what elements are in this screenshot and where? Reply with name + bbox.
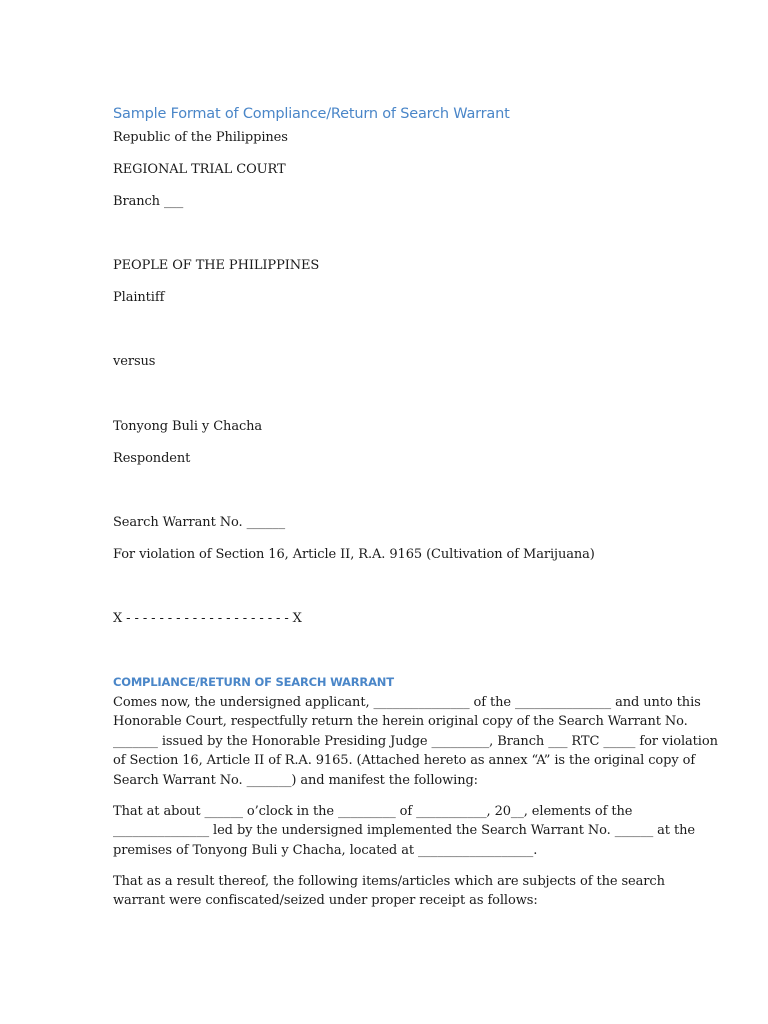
separator-line: X - - - - - - - - - - - - - - - - - - - - X	[113, 611, 302, 626]
respondent-name: Tonyong Buli y Chacha	[113, 419, 263, 434]
republic-line: Republic of the Philippines	[113, 130, 288, 145]
section-heading: COMPLIANCE/RETURN OF SEARCH WARRANT	[113, 675, 394, 689]
paragraph-line: Comes now, the undersigned applicant, _______________ of the _______________ and unto this	[113, 695, 701, 710]
plaintiff-name: PEOPLE OF THE PHILIPPINES	[113, 258, 320, 273]
document-title: Sample Format of Compliance/Return of Search Warrant	[113, 106, 510, 122]
branch-line: Branch ___	[113, 194, 184, 209]
paragraph-implementation	[113, 802, 695, 860]
violation-line: For violation of Section 16, Article II, R.A. 9165 (Cultivation of Marijuana)	[113, 547, 595, 562]
paragraph-line: warrant were confiscated/seized under proper receipt as follows:	[113, 893, 538, 909]
paragraph-line: _______________ led by the undersigned implemented the Search Warrant No. ______ at the	[113, 823, 695, 839]
paragraph-line: of Section 16, Article II of R.A. 9165. (Attached hereto as annex “A” is the original copy of	[113, 753, 696, 769]
respondent-label: Respondent	[113, 451, 191, 466]
paragraph-line: That at about ______ o’clock in the _________ of ___________, 20__, elements of the	[113, 804, 633, 819]
paragraph-result	[113, 872, 665, 911]
versus-text: versus	[113, 354, 156, 369]
paragraph-line: Honorable Court, respectfully return the herein original copy of the Search Warrant No.	[113, 714, 688, 730]
paragraph-line: That as a result thereof, the following items/articles which are subjects of the search	[113, 874, 665, 889]
paragraph-line: premises of Tonyong Buli y Chacha, located at __________________.	[113, 842, 538, 858]
paragraph-line: _______ issued by the Honorable Presiding Judge _________, Branch ___ RTC _____ for violation	[113, 733, 718, 749]
paragraph-line: Search Warrant No. _______) and manifest the following:	[113, 772, 478, 788]
plaintiff-label: Plaintiff	[113, 290, 165, 305]
paragraph-comes-now	[113, 693, 718, 790]
court-line: REGIONAL TRIAL COURT	[113, 162, 286, 177]
warrant-number: Search Warrant No. ______	[113, 515, 285, 530]
